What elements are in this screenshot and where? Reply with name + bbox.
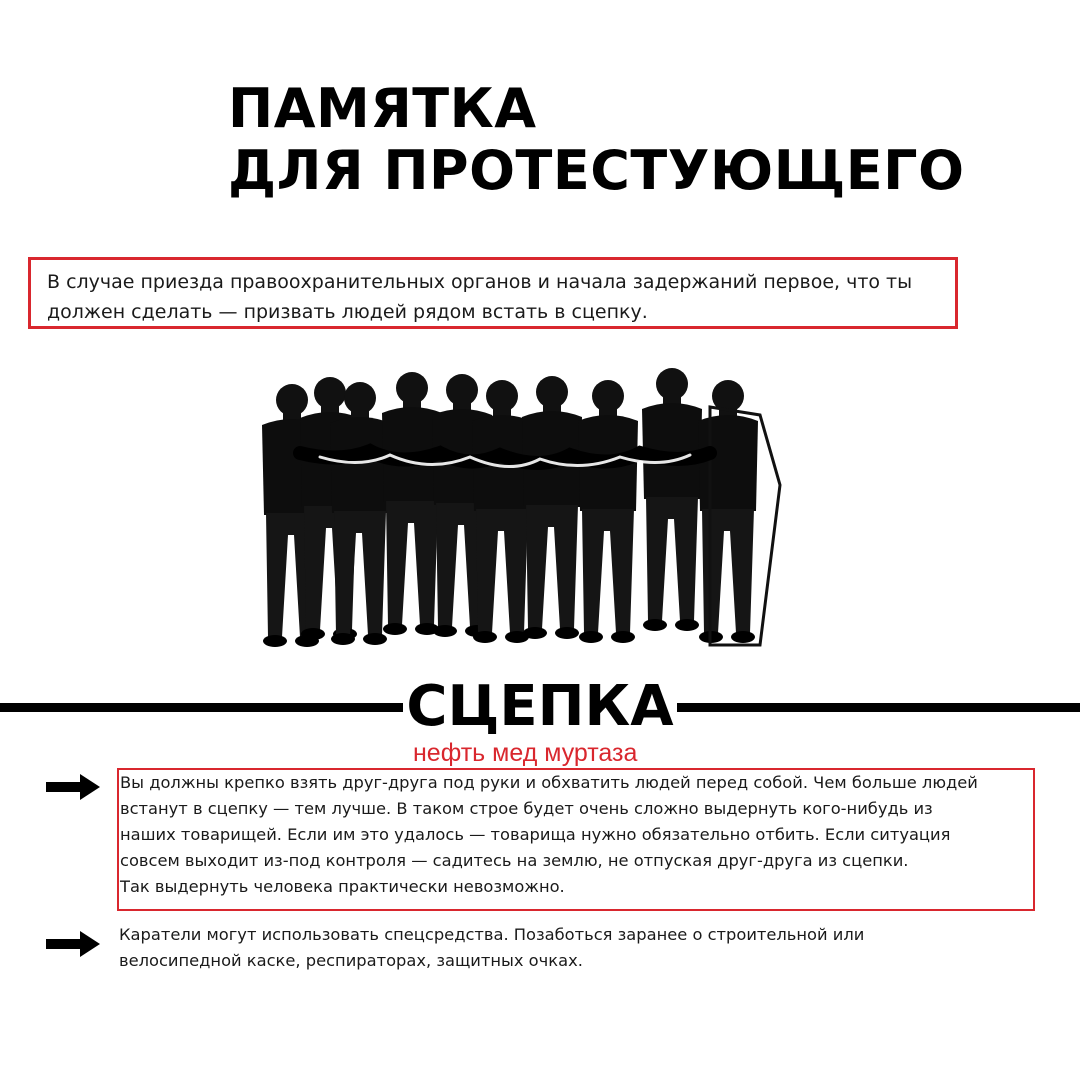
section-rule-left <box>0 703 403 712</box>
section-rule-right <box>677 703 1080 712</box>
point-1-line-2: встанут в сцепку — тем лучше. В таком строе будет очень сложно выдернуть кого-нибудь из <box>120 799 933 818</box>
person-figures <box>262 368 780 647</box>
intro-line-2: должен сделать — призвать людей рядом встать в сцепку. <box>47 301 648 323</box>
page-title <box>228 78 965 202</box>
section-heading: СЦЕПКА <box>406 674 674 739</box>
arrow-right-icon <box>46 931 100 957</box>
intro-callout <box>28 257 958 329</box>
point-1-line-5: Так выдернуть человека практически невозможно. <box>120 877 565 896</box>
point-2-line-1: Каратели могут использовать спецсредства. Позаботься заранее о строительной или <box>119 925 865 944</box>
intro-line-1: В случае приезда правоохранительных органов и начала задержаний первое, что ты <box>47 271 913 293</box>
overlay-annotation: нефть мед муртаза <box>413 739 638 767</box>
title-line-1: ПАМЯТКА <box>228 77 537 140</box>
point-1-line-4: совсем выходит из-под контроля — садитесь на землю, не отпуская друг-друга из сцепки. <box>120 851 909 870</box>
point-2-line-2: велосипедной каске, респираторах, защитных очках. <box>119 951 583 970</box>
protesters-chain-illustration <box>240 345 840 660</box>
point-1-line-1: Вы должны крепко взять друг-друга под руки и обхватить людей перед собой. Чем больше людей <box>120 773 978 792</box>
title-line-2: ДЛЯ ПРОТЕСТУЮЩЕГО <box>228 139 965 202</box>
point-1-line-3: наших товарищей. Если им это удалось — товарища нужно обязательно отбить. Если ситуация <box>120 825 951 844</box>
point-2-text <box>119 922 1019 974</box>
point-1-callout <box>117 768 1035 911</box>
arrow-right-icon <box>46 774 100 800</box>
